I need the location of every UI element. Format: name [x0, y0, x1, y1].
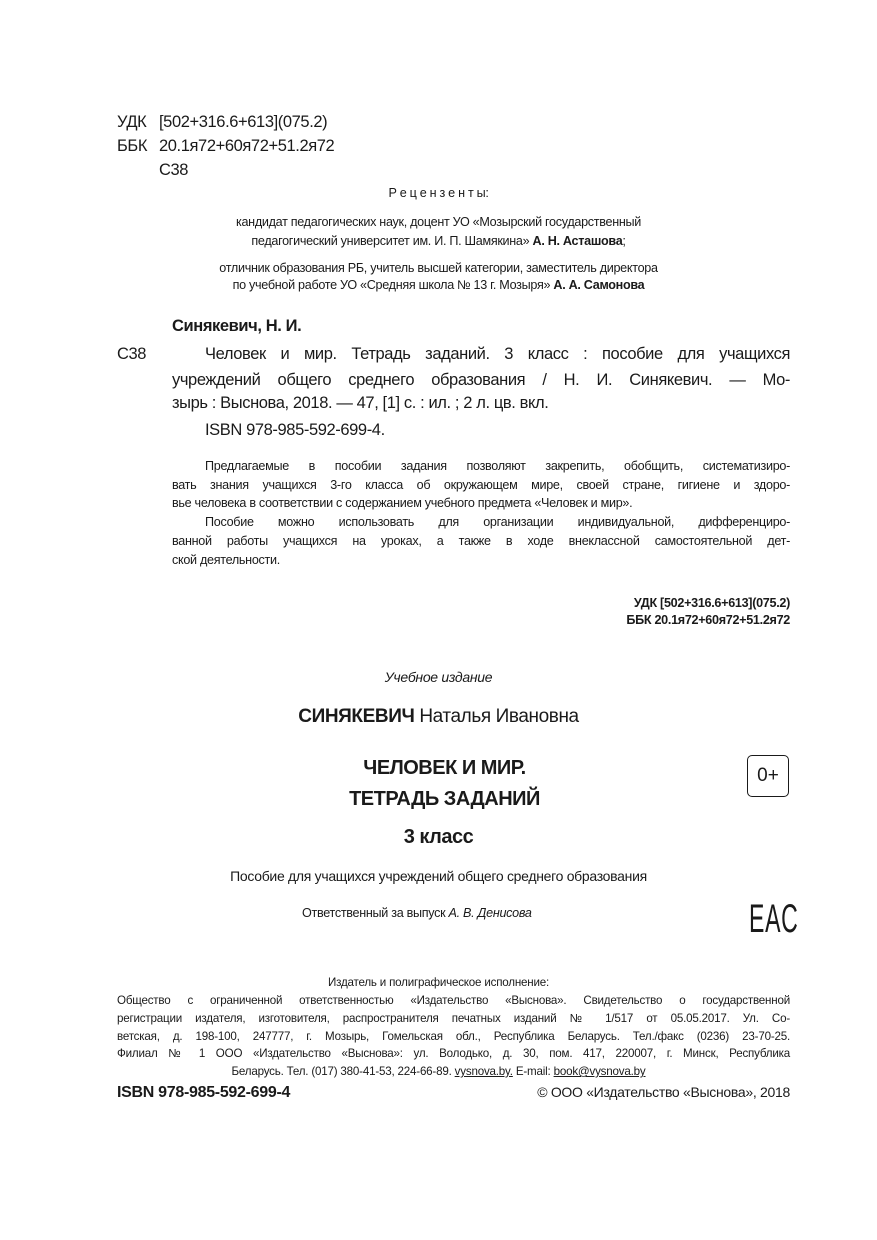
email-link[interactable]: book@vysnova.by — [553, 1065, 646, 1078]
edition-type: Учебное издание — [384, 669, 493, 685]
reviewer1-name: А. Н. Асташова — [532, 234, 623, 248]
reviewers-title: Р е ц е н з е н т ы: — [388, 186, 489, 200]
annotation-bbk: ББК 20.1я72+60я72+51.2я72 — [626, 613, 790, 627]
book-title-line2: ТЕТРАДЬ ЗАДАНИЙ — [349, 788, 540, 810]
author-mark: С38 — [159, 161, 189, 179]
annotation-udk: УДК [502+316.6+613](075.2) — [633, 596, 790, 610]
publisher-line: регистрации издателя, изготовителя, распространителя печатных изданий № 1/517 от 05.05.2017. Ул. Со- — [117, 1012, 790, 1025]
annotation-line: ванной работы учащихся на уроках, а также в ходе внеклассной самостоятельной дет- — [172, 534, 790, 548]
reviewer1-line1: кандидат педагогических наук, доцент УО «Мозырский государственный — [235, 215, 642, 229]
annotation-line: вать знания учащихся 3-го класса об окружающем мире, своей стране, гигиене и здоро- — [172, 478, 790, 492]
annotation-line: Пособие можно использовать для организации индивидуальной, дифференциро- — [205, 515, 790, 529]
footer-copyright: © ООО «Издательство «Выснова», 2018 — [537, 1084, 790, 1100]
imprint-author — [0, 707, 877, 726]
annotation-line: вье человека в соответствии с содержанием учебного предмета «Человек и мир». — [172, 496, 633, 510]
grade: 3 класс — [403, 826, 474, 848]
annotation-line: ской деятельности. — [172, 553, 280, 567]
biblio-isbn: ISBN 978-985-592-699-4. — [205, 421, 385, 439]
biblio-author: Синякевич, Н. И. — [172, 317, 302, 335]
reviewer1-end: ; — [622, 234, 626, 248]
biblio-mark: С38 — [117, 345, 147, 363]
author-surname: СИНЯКЕВИЧ — [298, 706, 415, 727]
annotation-line: Предлагаемые в пособии задания позволяют закрепить, обобщить, систематизиро- — [205, 459, 790, 473]
udk-label: УДК — [117, 113, 147, 131]
publisher-phones: Беларусь. Тел. (017) 380-41-53, 224-66-89. — [231, 1065, 452, 1078]
reviewer2-text: по учебной работе УО «Средняя школа № 13 г. Мозыря» — [232, 278, 551, 292]
book-subtitle: Пособие для учащихся учреждений общего среднего образования — [230, 868, 647, 884]
bbk-label: ББК — [117, 137, 148, 155]
email-label: E-mail: — [515, 1065, 551, 1078]
responsible-name: А. В. Денисова — [448, 906, 532, 920]
biblio-line3: зырь : Выснова, 2018. — 47, [1] с. : ил. ; 2 л. цв. вкл. — [172, 394, 549, 412]
book-title-line1: ЧЕЛОВЕК И МИР. — [363, 757, 526, 779]
biblio-line1: Человек и мир. Тетрадь заданий. 3 класс : пособие для учащихся — [205, 345, 790, 363]
publisher-line: Филиал № 1 ООО «Издательство «Выснова»: ул. Володько, д. 30, пом. 417, 220007, г. Минск, Республика — [117, 1047, 790, 1060]
responsible-label: Ответственный за выпуск — [302, 906, 446, 920]
responsible — [302, 907, 532, 920]
footer-isbn: ISBN 978-985-592-699-4 — [117, 1084, 291, 1101]
reviewer2-line1: отличник образования РБ, учитель высшей категории, заместитель директора — [219, 261, 658, 275]
publisher-line: Общество с ограниченной ответственностью «Издательство «Выснова». Свидетельство о государственной — [117, 994, 790, 1007]
reviewer1-text: педагогический университет им. И. П. Шамякина» — [251, 234, 530, 248]
age-rating-badge: 0+ — [747, 755, 789, 797]
publisher-line — [0, 1066, 877, 1078]
biblio-line2: учреждений общего среднего образования / Н. И. Синякевич. — Мо- — [172, 371, 790, 389]
udk-value: [502+316.6+613](075.2) — [159, 113, 328, 131]
reviewer1-line2 — [0, 235, 877, 248]
eac-mark-icon: EAC — [749, 895, 799, 941]
reviewer2-name: А. А. Самонова — [553, 278, 645, 292]
bbk-value: 20.1я72+60я72+51.2я72 — [159, 137, 335, 155]
website-link[interactable]: vysnova.by. — [454, 1065, 513, 1078]
publisher-line: ветская, д. 198-100, 247777, г. Мозырь, Гомельская обл., Республика Беларусь. Тел./факс (0236) 23-70-25. — [117, 1030, 790, 1043]
reviewer2-line2 — [0, 279, 877, 292]
author-name: Наталья Ивановна — [419, 706, 579, 727]
publisher-heading: Издатель и полиграфическое исполнение: — [327, 976, 550, 989]
